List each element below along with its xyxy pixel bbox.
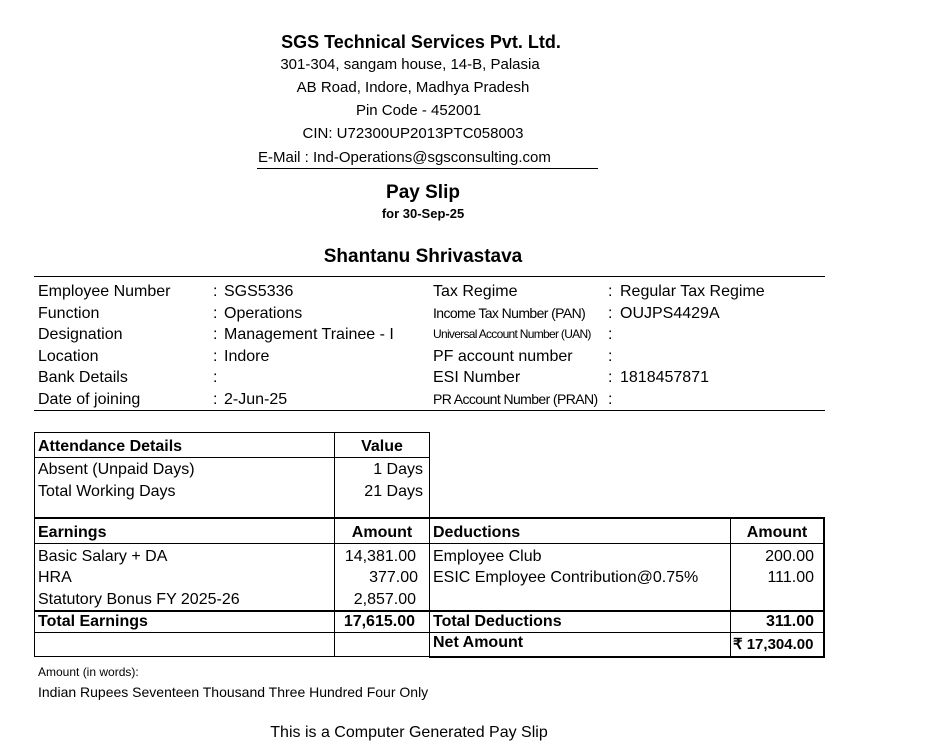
- value-function: Operations: [224, 305, 303, 322]
- label-designation: Designation: [38, 326, 123, 343]
- value-employee-number: SGS5336: [224, 283, 294, 300]
- colon: :: [213, 348, 218, 365]
- amount-in-words-label: Amount (in words):: [38, 665, 139, 679]
- employee-name: Shantanu Shrivastava: [323, 246, 523, 267]
- payslip-title: Pay Slip: [386, 182, 460, 203]
- net-amount-label: Net Amount: [433, 634, 524, 651]
- label-uan: Universal Account Number (UAN): [433, 327, 591, 341]
- company-name: SGS Technical Services Pvt. Ltd.: [281, 32, 561, 52]
- earning-amount: 14,381.00: [344, 548, 416, 565]
- label-date-of-joining: Date of joining: [38, 391, 141, 408]
- earning-label: Basic Salary + DA: [38, 548, 168, 565]
- colon: :: [608, 391, 613, 408]
- label-esi-number: ESI Number: [433, 369, 521, 386]
- value-pan: OUJPS4429A: [620, 305, 720, 322]
- footer-note: This is a Computer Generated Pay Slip: [270, 724, 548, 741]
- payslip-period: for 30-Sep-25: [381, 206, 465, 221]
- value-designation: Management Trainee - I: [224, 326, 394, 343]
- colon: :: [213, 283, 218, 300]
- value-tax-regime: Regular Tax Regime: [620, 283, 765, 300]
- colon: :: [608, 305, 613, 322]
- details-bottom-rule: [34, 410, 825, 411]
- value-location: Indore: [224, 348, 270, 365]
- company-email: E-Mail : Ind-Operations@sgsconsulting.com: [258, 149, 551, 166]
- attendance-row-value: 1 Days: [373, 461, 423, 478]
- colon: :: [608, 283, 613, 300]
- deductions-amount-header: Amount: [746, 524, 808, 541]
- company-pin: Pin Code - 452001: [355, 102, 482, 119]
- total-earnings-amount: 17,615.00: [343, 613, 415, 630]
- label-bank-details: Bank Details: [38, 369, 128, 386]
- earning-amount: 377.00: [369, 569, 418, 586]
- value-date-of-joining: 2-Jun-25: [224, 391, 288, 408]
- colon: :: [213, 326, 218, 343]
- attendance-row-label: Absent (Unpaid Days): [38, 461, 195, 478]
- label-pan: Income Tax Number (PAN): [433, 305, 586, 321]
- earning-label: Statutory Bonus FY 2025-26: [38, 591, 240, 608]
- label-location: Location: [38, 348, 99, 365]
- deduction-amount: 111.00: [767, 569, 814, 586]
- label-tax-regime: Tax Regime: [433, 283, 518, 300]
- colon: :: [608, 326, 613, 343]
- attendance-row-label: Total Working Days: [38, 483, 176, 500]
- total-earnings-label: Total Earnings: [38, 613, 148, 630]
- earning-amount: 2,857.00: [353, 591, 416, 608]
- label-pran: PR Account Number (PRAN): [433, 391, 598, 407]
- value-esi-number: 1818457871: [620, 369, 709, 386]
- deductions-header: Deductions: [433, 524, 521, 541]
- attendance-value-header: Value: [361, 438, 403, 455]
- colon: :: [213, 305, 218, 322]
- colon: :: [213, 391, 218, 408]
- net-amount-value: ₹ 17,304.00: [733, 636, 814, 653]
- company-address-line2: AB Road, Indore, Madhya Pradesh: [296, 79, 530, 96]
- deduction-label: Employee Club: [433, 548, 542, 565]
- earnings-header: Earnings: [38, 524, 107, 541]
- details-top-rule: [34, 276, 825, 277]
- label-pf-account: PF account number: [433, 348, 573, 365]
- earnings-amount-header: Amount: [351, 524, 413, 541]
- attendance-header: Attendance Details: [38, 438, 183, 455]
- label-function: Function: [38, 305, 100, 322]
- colon: :: [213, 369, 218, 386]
- company-cin: CIN: U72300UP2013PTC058003: [302, 125, 524, 142]
- total-deductions-label: Total Deductions: [433, 613, 562, 630]
- deduction-label: ESIC Employee Contribution@0.75%: [433, 569, 699, 586]
- earning-label: HRA: [38, 569, 72, 586]
- label-employee-number: Employee Number: [38, 283, 171, 300]
- company-address-line1: 301-304, sangam house, 14-B, Palasia: [280, 56, 540, 73]
- deduction-amount: 200.00: [765, 548, 814, 565]
- colon: :: [608, 348, 613, 365]
- attendance-row-value: 21 Days: [364, 483, 423, 500]
- amount-in-words: Indian Rupees Seventeen Thousand Three Hundred Four Only: [38, 684, 429, 700]
- total-deductions-amount: 311.00: [765, 613, 814, 630]
- colon: :: [608, 369, 613, 386]
- email-underline: [257, 168, 598, 169]
